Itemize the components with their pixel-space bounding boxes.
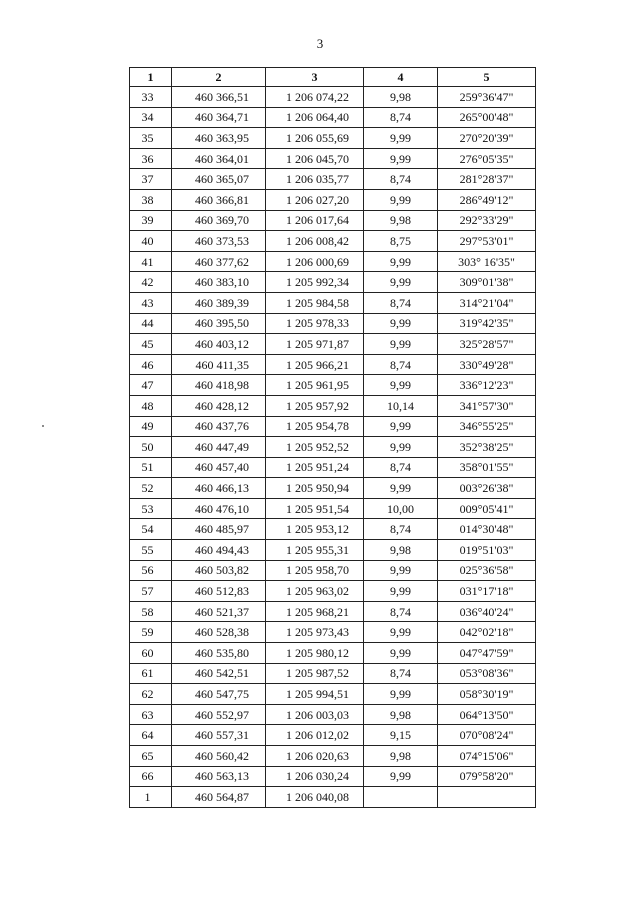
direction-angle-cell: 292°33'29": [438, 210, 536, 231]
distance-cell: 9,99: [364, 622, 438, 643]
table-row: [130, 663, 536, 684]
direction-angle-cell: 309°01'38": [438, 272, 536, 293]
direction-angle-cell: 286°49'12": [438, 189, 536, 210]
point-number-cell: 47: [130, 375, 172, 396]
distance-cell: 9,99: [364, 416, 438, 437]
distance-cell: 8,74: [364, 107, 438, 128]
direction-angle-cell: 058°30'19": [438, 684, 536, 705]
table-row: [130, 107, 536, 128]
column-header-angle: 5: [438, 68, 536, 87]
point-number-cell: 61: [130, 663, 172, 684]
table-row: [130, 169, 536, 190]
point-number-cell: 55: [130, 540, 172, 561]
table-row: [130, 354, 536, 375]
table-row: [130, 766, 536, 787]
table-row: [130, 292, 536, 313]
distance-cell: 9,99: [364, 272, 438, 293]
y-coordinate-cell: 1 206 017,64: [266, 210, 364, 231]
x-coordinate-cell: 460 547,75: [172, 684, 266, 705]
table-row: [130, 519, 536, 540]
point-number-cell: 34: [130, 107, 172, 128]
y-coordinate-cell: 1 206 055,69: [266, 128, 364, 149]
y-coordinate-cell: 1 205 987,52: [266, 663, 364, 684]
distance-cell: 9,15: [364, 725, 438, 746]
direction-angle-cell: 031°17'18": [438, 581, 536, 602]
x-coordinate-cell: 460 503,82: [172, 560, 266, 581]
x-coordinate-cell: 460 366,81: [172, 189, 266, 210]
point-number-cell: 66: [130, 766, 172, 787]
y-coordinate-cell: 1 205 954,78: [266, 416, 364, 437]
direction-angle-cell: 358°01'55": [438, 457, 536, 478]
distance-cell: 9,99: [364, 766, 438, 787]
x-coordinate-cell: 460 542,51: [172, 663, 266, 684]
table-body: [130, 87, 536, 808]
x-coordinate-cell: 460 521,37: [172, 601, 266, 622]
table-row: [130, 189, 536, 210]
point-number-cell: 43: [130, 292, 172, 313]
table-row: [130, 128, 536, 149]
direction-angle-cell: 259°36'47": [438, 87, 536, 108]
y-coordinate-cell: 1 205 994,51: [266, 684, 364, 705]
point-number-cell: 53: [130, 498, 172, 519]
direction-angle-cell: 265°00'48": [438, 107, 536, 128]
direction-angle-cell: 336°12'23": [438, 375, 536, 396]
y-coordinate-cell: 1 205 968,21: [266, 601, 364, 622]
point-number-cell: 41: [130, 251, 172, 272]
table-row: [130, 313, 536, 334]
direction-angle-cell: 079°58'20": [438, 766, 536, 787]
distance-cell: [364, 787, 438, 808]
y-coordinate-cell: 1 205 980,12: [266, 643, 364, 664]
direction-angle-cell: 064°13'50": [438, 704, 536, 725]
x-coordinate-cell: 460 447,49: [172, 437, 266, 458]
table-row: [130, 457, 536, 478]
distance-cell: 9,99: [364, 313, 438, 334]
distance-cell: 8,74: [364, 457, 438, 478]
point-number-cell: 58: [130, 601, 172, 622]
table-row: [130, 231, 536, 252]
distance-cell: 9,98: [364, 210, 438, 231]
coordinates-table: [129, 67, 536, 808]
direction-angle-cell: 352°38'25": [438, 437, 536, 458]
point-number-cell: 57: [130, 581, 172, 602]
x-coordinate-cell: 460 373,53: [172, 231, 266, 252]
table-row: [130, 272, 536, 293]
direction-angle-cell: 047°47'59": [438, 643, 536, 664]
y-coordinate-cell: 1 205 971,87: [266, 334, 364, 355]
y-coordinate-cell: 1 206 027,20: [266, 189, 364, 210]
point-number-cell: 38: [130, 189, 172, 210]
direction-angle-cell: 303° 16'35": [438, 251, 536, 272]
x-coordinate-cell: 460 528,38: [172, 622, 266, 643]
distance-cell: 8,74: [364, 663, 438, 684]
table-row: [130, 540, 536, 561]
distance-cell: 9,98: [364, 704, 438, 725]
table-row: [130, 210, 536, 231]
point-number-cell: 59: [130, 622, 172, 643]
table-row: [130, 148, 536, 169]
point-number-cell: 39: [130, 210, 172, 231]
distance-cell: 9,99: [364, 128, 438, 149]
table-row: [130, 498, 536, 519]
y-coordinate-cell: 1 206 008,42: [266, 231, 364, 252]
table-row: [130, 395, 536, 416]
direction-angle-cell: 276°05'35": [438, 148, 536, 169]
point-number-cell: 54: [130, 519, 172, 540]
point-number-cell: 37: [130, 169, 172, 190]
table-row: [130, 684, 536, 705]
x-coordinate-cell: 460 535,80: [172, 643, 266, 664]
y-coordinate-cell: 1 205 966,21: [266, 354, 364, 375]
point-number-cell: 63: [130, 704, 172, 725]
x-coordinate-cell: 460 389,39: [172, 292, 266, 313]
x-coordinate-cell: 460 366,51: [172, 87, 266, 108]
direction-angle-cell: 341°57'30": [438, 395, 536, 416]
table-row: [130, 643, 536, 664]
distance-cell: 9,99: [364, 189, 438, 210]
table-row: [130, 581, 536, 602]
point-number-cell: 49: [130, 416, 172, 437]
y-coordinate-cell: 1 205 951,54: [266, 498, 364, 519]
y-coordinate-cell: 1 205 958,70: [266, 560, 364, 581]
direction-angle-cell: 074°15'06": [438, 746, 536, 767]
direction-angle-cell: 009°05'41": [438, 498, 536, 519]
distance-cell: 8,74: [364, 519, 438, 540]
direction-angle-cell: 325°28'57": [438, 334, 536, 355]
direction-angle-cell: 314°21'04": [438, 292, 536, 313]
direction-angle-cell: 036°40'24": [438, 601, 536, 622]
distance-cell: 9,99: [364, 684, 438, 705]
table-row: [130, 560, 536, 581]
point-number-cell: 62: [130, 684, 172, 705]
point-number-cell: 33: [130, 87, 172, 108]
point-number-cell: 64: [130, 725, 172, 746]
y-coordinate-cell: 1 205 950,94: [266, 478, 364, 499]
direction-angle-cell: 319°42'35": [438, 313, 536, 334]
point-number-cell: 40: [130, 231, 172, 252]
y-coordinate-cell: 1 206 012,02: [266, 725, 364, 746]
y-coordinate-cell: 1 205 992,34: [266, 272, 364, 293]
x-coordinate-cell: 460 466,13: [172, 478, 266, 499]
point-number-cell: 56: [130, 560, 172, 581]
header-row: [130, 68, 536, 87]
x-coordinate-cell: 460 564,87: [172, 787, 266, 808]
y-coordinate-cell: 1 205 963,02: [266, 581, 364, 602]
y-coordinate-cell: 1 205 961,95: [266, 375, 364, 396]
distance-cell: 9,99: [364, 643, 438, 664]
table-row: [130, 87, 536, 108]
distance-cell: 9,99: [364, 148, 438, 169]
distance-cell: 9,98: [364, 746, 438, 767]
distance-cell: 10,00: [364, 498, 438, 519]
y-coordinate-cell: 1 206 045,70: [266, 148, 364, 169]
x-coordinate-cell: 460 363,95: [172, 128, 266, 149]
table-row: [130, 416, 536, 437]
direction-angle-cell: 019°51'03": [438, 540, 536, 561]
y-coordinate-cell: 1 206 064,40: [266, 107, 364, 128]
x-coordinate-cell: 460 457,40: [172, 457, 266, 478]
x-coordinate-cell: 460 383,10: [172, 272, 266, 293]
point-number-cell: 35: [130, 128, 172, 149]
y-coordinate-cell: 1 205 984,58: [266, 292, 364, 313]
x-coordinate-cell: 460 364,71: [172, 107, 266, 128]
column-header-x: 2: [172, 68, 266, 87]
x-coordinate-cell: 460 563,13: [172, 766, 266, 787]
y-coordinate-cell: 1 205 953,12: [266, 519, 364, 540]
distance-cell: 8,74: [364, 354, 438, 375]
point-number-cell: 46: [130, 354, 172, 375]
y-coordinate-cell: 1 206 020,63: [266, 746, 364, 767]
point-number-cell: 1: [130, 787, 172, 808]
distance-cell: 9,99: [364, 478, 438, 499]
y-coordinate-cell: 1 205 978,33: [266, 313, 364, 334]
point-number-cell: 45: [130, 334, 172, 355]
y-coordinate-cell: 1 206 003,03: [266, 704, 364, 725]
point-number-cell: 60: [130, 643, 172, 664]
table-row: [130, 622, 536, 643]
direction-angle-cell: [438, 787, 536, 808]
y-coordinate-cell: 1 205 952,52: [266, 437, 364, 458]
x-coordinate-cell: 460 512,83: [172, 581, 266, 602]
y-coordinate-cell: 1 206 030,24: [266, 766, 364, 787]
y-coordinate-cell: 1 206 000,69: [266, 251, 364, 272]
point-number-cell: 65: [130, 746, 172, 767]
x-coordinate-cell: 460 369,70: [172, 210, 266, 231]
table-row: [130, 437, 536, 458]
distance-cell: 9,99: [364, 437, 438, 458]
column-header-point: 1: [130, 68, 172, 87]
direction-angle-cell: 025°36'58": [438, 560, 536, 581]
x-coordinate-cell: 460 494,43: [172, 540, 266, 561]
direction-angle-cell: 053°08'36": [438, 663, 536, 684]
x-coordinate-cell: 460 364,01: [172, 148, 266, 169]
table-row: [130, 251, 536, 272]
y-coordinate-cell: 1 205 973,43: [266, 622, 364, 643]
y-coordinate-cell: 1 206 035,77: [266, 169, 364, 190]
point-number-cell: 52: [130, 478, 172, 499]
x-coordinate-cell: 460 377,62: [172, 251, 266, 272]
distance-cell: 9,99: [364, 334, 438, 355]
direction-angle-cell: 281°28'37": [438, 169, 536, 190]
x-coordinate-cell: 460 557,31: [172, 725, 266, 746]
x-coordinate-cell: 460 552,97: [172, 704, 266, 725]
point-number-cell: 48: [130, 395, 172, 416]
point-number-cell: 50: [130, 437, 172, 458]
point-number-cell: 44: [130, 313, 172, 334]
column-header-distance: 4: [364, 68, 438, 87]
x-coordinate-cell: 460 395,50: [172, 313, 266, 334]
distance-cell: 9,98: [364, 540, 438, 561]
scan-mark: [42, 425, 44, 427]
x-coordinate-cell: 460 418,98: [172, 375, 266, 396]
y-coordinate-cell: 1 205 957,92: [266, 395, 364, 416]
table-row: [130, 334, 536, 355]
direction-angle-cell: 346°55'25": [438, 416, 536, 437]
x-coordinate-cell: 460 428,12: [172, 395, 266, 416]
direction-angle-cell: 042°02'18": [438, 622, 536, 643]
distance-cell: 9,99: [364, 560, 438, 581]
distance-cell: 10,14: [364, 395, 438, 416]
x-coordinate-cell: 460 403,12: [172, 334, 266, 355]
distance-cell: 8,75: [364, 231, 438, 252]
x-coordinate-cell: 460 485,97: [172, 519, 266, 540]
table-row: [130, 704, 536, 725]
direction-angle-cell: 014°30'48": [438, 519, 536, 540]
x-coordinate-cell: 460 476,10: [172, 498, 266, 519]
x-coordinate-cell: 460 437,76: [172, 416, 266, 437]
y-coordinate-cell: 1 206 040,08: [266, 787, 364, 808]
distance-cell: 8,74: [364, 169, 438, 190]
direction-angle-cell: 003°26'38": [438, 478, 536, 499]
x-coordinate-cell: 460 560,42: [172, 746, 266, 767]
direction-angle-cell: 297°53'01": [438, 231, 536, 252]
table-row: [130, 478, 536, 499]
distance-cell: 9,99: [364, 581, 438, 602]
direction-angle-cell: 270°20'39": [438, 128, 536, 149]
direction-angle-cell: 070°08'24": [438, 725, 536, 746]
direction-angle-cell: 330°49'28": [438, 354, 536, 375]
table-row: [130, 725, 536, 746]
point-number-cell: 51: [130, 457, 172, 478]
table-row: [130, 375, 536, 396]
column-header-y: 3: [266, 68, 364, 87]
distance-cell: 9,99: [364, 251, 438, 272]
point-number-cell: 42: [130, 272, 172, 293]
page-number: 3: [316, 36, 324, 51]
y-coordinate-cell: 1 205 951,24: [266, 457, 364, 478]
distance-cell: 9,99: [364, 375, 438, 396]
y-coordinate-cell: 1 205 955,31: [266, 540, 364, 561]
table-row: [130, 787, 536, 808]
x-coordinate-cell: 460 411,35: [172, 354, 266, 375]
y-coordinate-cell: 1 206 074,22: [266, 87, 364, 108]
x-coordinate-cell: 460 365,07: [172, 169, 266, 190]
distance-cell: 8,74: [364, 292, 438, 313]
table-row: [130, 746, 536, 767]
point-number-cell: 36: [130, 148, 172, 169]
distance-cell: 9,98: [364, 87, 438, 108]
distance-cell: 8,74: [364, 601, 438, 622]
table-row: [130, 601, 536, 622]
